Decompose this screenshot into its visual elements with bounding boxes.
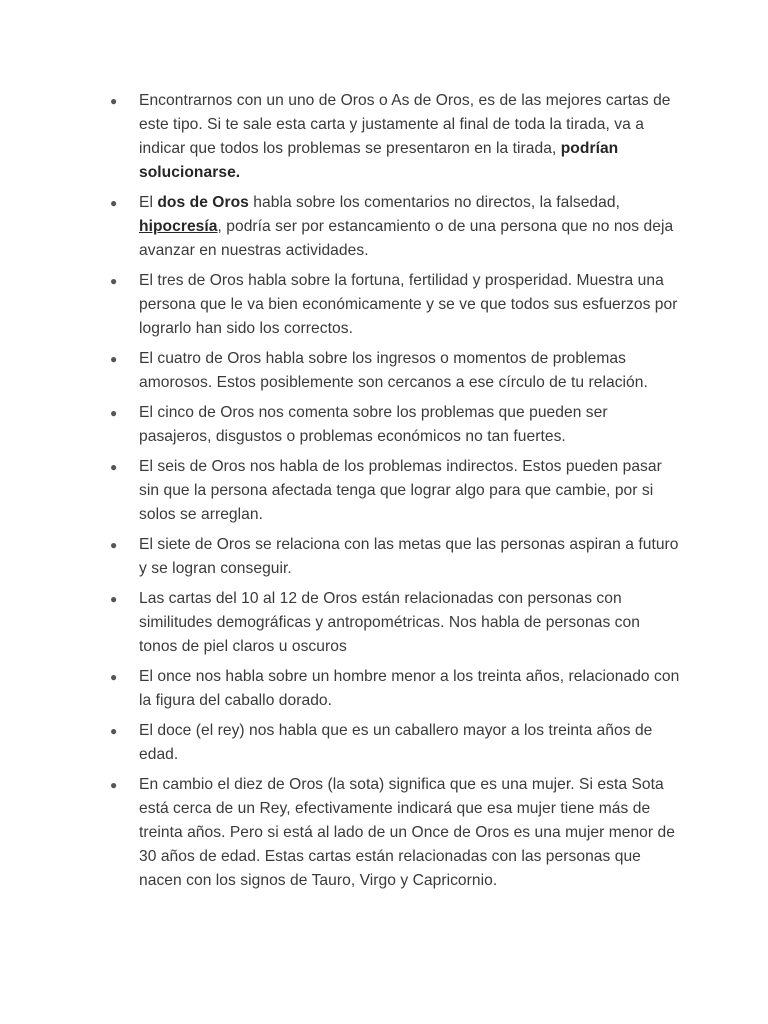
list-item (110, 665, 680, 713)
bullet-icon: ● (110, 94, 118, 108)
bullet-icon: ● (110, 670, 118, 684)
item-text: habla sobre los comentarios no directos, la falsedad, (248, 194, 620, 211)
bullet-list (110, 89, 680, 899)
list-item (110, 587, 680, 659)
item-bold-text: podrían solucionarse. (139, 140, 619, 181)
bullet-icon: ● (110, 406, 118, 420)
bullet-icon: ● (110, 274, 118, 288)
hipocresia-link[interactable]: hipocresía (139, 218, 218, 235)
list-item (110, 773, 680, 893)
bullet-icon: ● (110, 460, 118, 474)
list-item (110, 719, 680, 767)
item-text: El cinco de Oros nos comenta sobre los problemas que pueden ser pasajeros, disgustos o problemas económicos no tan fuertes. (139, 404, 608, 445)
item-text: Las cartas del 10 al 12 de Oros están relacionadas con personas con similitudes demográficas y antropométricas. Nos habla de personas con tonos de piel claros u oscuros (139, 590, 640, 655)
item-text: El (139, 194, 158, 211)
item-text: El once nos habla sobre un hombre menor a los treinta años, relacionado con la figura del caballo dorado. (139, 668, 680, 709)
list-item (110, 269, 680, 341)
bullet-icon: ● (110, 778, 118, 792)
list-item (110, 191, 680, 263)
item-text: El cuatro de Oros habla sobre los ingresos o momentos de problemas amorosos. Estos posiblemente son cercanos a ese círculo de tu relación. (139, 350, 648, 391)
list-item (110, 533, 680, 581)
item-text: El siete de Oros se relaciona con las metas que las personas aspiran a futuro y se logran conseguir. (139, 536, 679, 577)
bullet-icon: ● (110, 724, 118, 738)
item-text: Encontrarnos con un uno de Oros o As de Oros, es de las mejores cartas de este tipo. Si te sale esta carta y justamente al final de toda la tirada, va a indicar que todos los problemas se presentaron en la tirada, (139, 92, 671, 157)
bullet-icon: ● (110, 196, 118, 210)
item-text: En cambio el diez de Oros (la sota) significa que es una mujer. Si esta Sota está cerca de un Rey, efectivamente indicará que esa mujer tiene más de treinta años. Pero si está al lado de un Once de Oros es una mujer menor de 30 años de edad. Estas cartas están relacionadas con las personas que nacen con los signos de Tauro, Virgo y Capricornio. (139, 776, 675, 889)
bullet-icon: ● (110, 352, 118, 366)
list-item (110, 455, 680, 527)
item-text: El doce (el rey) nos habla que es un caballero mayor a los treinta años de edad. (139, 722, 653, 763)
item-text: El tres de Oros habla sobre la fortuna, fertilidad y prosperidad. Muestra una persona que le va bien económicamente y se ve que todos sus esfuerzos por lograrlo han sido los correctos. (139, 272, 678, 337)
list-item (110, 401, 680, 449)
list-item (110, 347, 680, 395)
item-text: , podría ser por estancamiento o de una persona que no nos deja avanzar en nuestras actividades. (139, 218, 674, 259)
bullet-icon: ● (110, 538, 118, 552)
item-text: El seis de Oros nos habla de los problemas indirectos. Estos pueden pasar sin que la persona afectada tenga que lograr algo para que cambie, por si solos se arreglan. (139, 458, 662, 523)
item-bold-text: dos de Oros (157, 194, 249, 211)
list-item (110, 89, 680, 185)
bullet-icon: ● (110, 592, 118, 606)
